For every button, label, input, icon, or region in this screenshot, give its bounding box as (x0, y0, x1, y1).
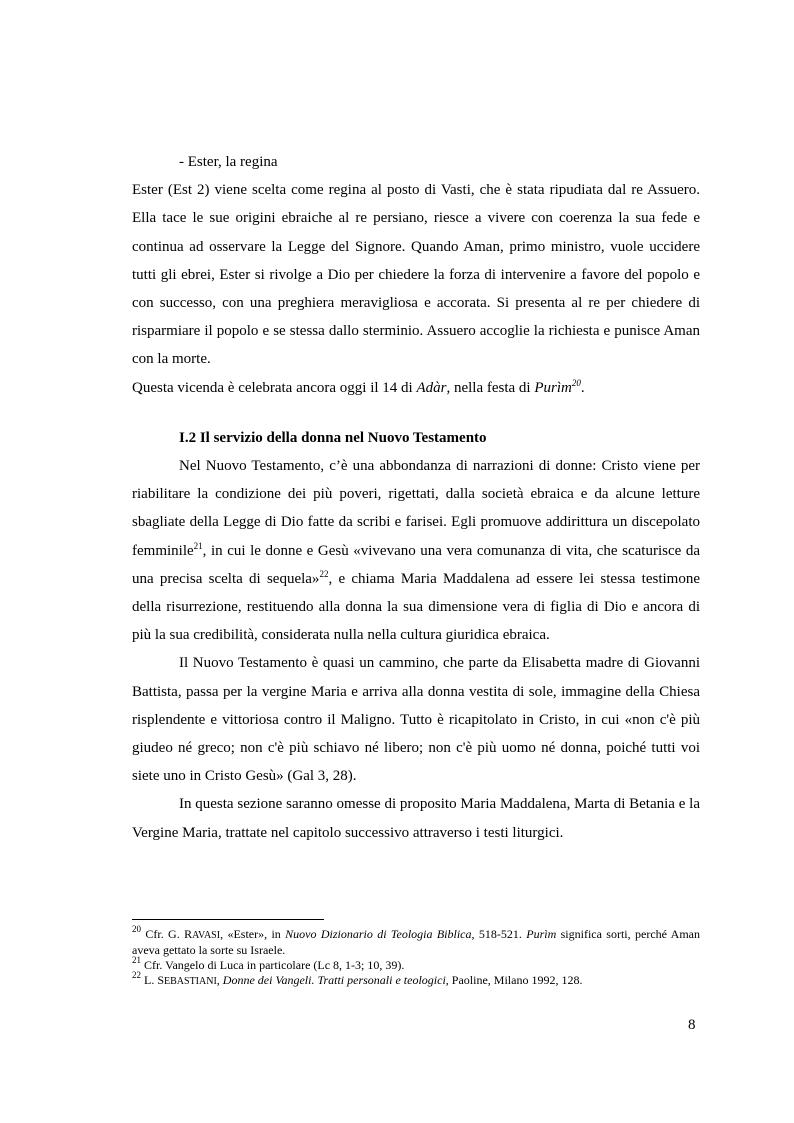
footnote-22-number: 22 (132, 970, 141, 980)
adar-term: Adàr (416, 379, 447, 396)
footnote-separator (132, 919, 324, 920)
footnote-21-number: 21 (132, 955, 141, 965)
ester-purim-paragraph (132, 374, 700, 402)
footnote-20-number: 20 (132, 924, 141, 934)
section-heading: I.2 Il servizio della donna nel Nuovo Testamento (179, 430, 487, 446)
ester-subtitle: - Ester, la regina (179, 154, 278, 170)
ester-paragraph: Ester (Est 2) viene scelta come regina al posto di Vasti, che è stata ripudiata dal re Assuero. Ella tace le sue origini ebraiche al re persiano, riesce a vivere con coerenza la sua fede e continua ad osservare la Legge del Signore. Quando Aman, primo ministro, vuole uccidere tutti gli ebrei, Ester si rivolge a Dio per chiedere la forza di intervenire a favore del popolo e con successo, con una preghiera meravigliosa e accorata. Si presenta al re per chiedere di risparmiare il popolo e se stessa dallo sterminio. Assuero accoglie la richiesta e punisce Aman con la morte. (132, 182, 700, 368)
footnote-22-text-c: , Paoline, Milano 1992, 128. (445, 973, 583, 987)
footnote-20-text-c: , 518-521. (471, 927, 527, 941)
new-testament-section (132, 452, 700, 847)
footnote-22-title: Donne dei Vangeli. Tratti personali e teologici (222, 973, 446, 987)
footnote-20-author: AVASI (192, 930, 221, 941)
footnote-22 (132, 970, 700, 989)
footnote-20 (132, 924, 700, 958)
footnote-22-text-a: L. S (141, 973, 165, 987)
purim-term: Purìm (534, 379, 572, 396)
footnote-20-title: Nuovo Dizionario di Teologia Biblica (285, 927, 472, 941)
ester-p2-text-a: Questa vicenda è celebrata ancora oggi il 14 di (132, 379, 417, 396)
footnote-21-text: Cfr. Vangelo di Luca in particolare (Lc 8, 1-3; 10, 39). (141, 958, 405, 972)
nt-p1-text-b: , in cui le donne e Gesù «vivevano una vera comunanza di vita, che scaturisce da una precisa scelta di sequela» (132, 542, 700, 587)
footnote-20-text-d: significa sorti, perché Aman aveva gettato la sorte su Israele. (132, 927, 700, 957)
footnote-20-purim: Purìm (526, 927, 557, 941)
nt-p1-text-a: Nel Nuovo Testamento, c’è una abbondanza di narrazioni di donne: Cristo viene per riabilitare la condizione dei più poveri, rigettati, dalla società ebraica e da alcune letture sbagliate della Legge di Dio fatte da scribi e farisei. Egli promuove addirittura un discepolato femminile (132, 458, 700, 559)
footnote-21 (132, 955, 700, 973)
footnote-ref-21[interactable]: 21 (193, 540, 203, 551)
footnotes (132, 924, 700, 989)
nt-paragraph-3: In questa sezione saranno omesse di proposito Maria Maddalena, Marta di Betania e la Vergine Maria, trattate nel capitolo successivo attraverso i testi liturgici. (132, 796, 700, 841)
nt-paragraph-2: Il Nuovo Testamento è quasi un cammino, che parte da Elisabetta madre di Giovanni Battista, passa per la vergine Maria e arriva alla donna vestita di sole, immagine della Chiesa risplendente e vittoriosa contro il Maligno. Tutto è ricapitolato in Cristo, in cui «non c'è più giudeo né greco; non c'è più schiavo né libero; non c'è più uomo né donna, poiché tutti voi siete uno in Cristo Gesù» (Gal 3, 28). (132, 655, 700, 785)
footnote-ref-22[interactable]: 22 (319, 568, 329, 579)
footnote-20-text-b: , «Ester», in (220, 927, 286, 941)
nt-paragraph-1 (132, 452, 700, 649)
page-number: 8 (688, 1017, 696, 1033)
footnote-22-author: EBASTIANI (164, 976, 217, 987)
ester-p2-text-b: , nella festa di (446, 379, 535, 396)
nt-p1-text-c: , e chiama Maria Maddalena ad essere lei stessa testimone della risurrezione, restituendo alla donna la sua dimensione vera di figlia di Dio e ancora di più la sua credibilità, considerata nulla nella cultura giuridica ebraica. (132, 570, 700, 644)
ester-p2-text-c: . (580, 379, 585, 396)
footnote-20-text-a: Cfr. G. R (141, 927, 193, 941)
ester-section (132, 148, 700, 402)
footnote-ref-20[interactable]: 20 (571, 377, 581, 388)
footnote-22-text-b: , (216, 973, 223, 987)
